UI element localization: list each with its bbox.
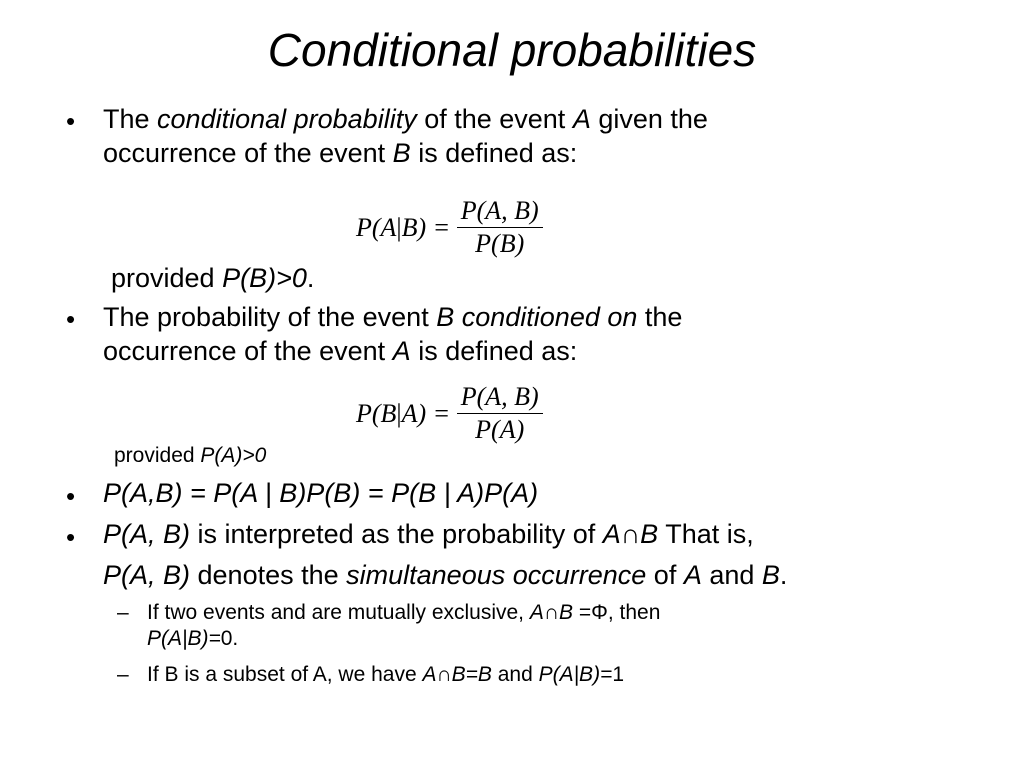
bullet-3: P(A,B) = P(A | B)P(B) = P(B | A)P(A) [103, 478, 539, 508]
proviso-1: provided P(B)>0. [111, 263, 315, 293]
bullet-marker: • [66, 481, 76, 511]
sub-bullet-2: If B is a subset of A, we have A∩B=B and P(A|B)=1 [147, 663, 625, 686]
fraction-bar [457, 413, 543, 414]
bullet-2-line-2: occurrence of the event A is defined as: [103, 336, 578, 366]
bullet-marker: • [66, 522, 76, 552]
fraction: $\frac{P(A, B)}{P(B)}$ [457, 196, 543, 259]
bullet-2-line-1: The probability of the event B conditioned on the [103, 302, 683, 332]
bullet-marker: • [66, 304, 76, 334]
formula-conditional-a-given-b: P(A|B) = $\frac{P(A, B)}{P(B)}$ [356, 196, 543, 259]
bullet-1-line-1: The conditional probability of the event A given the [103, 104, 708, 134]
sub-bullet-marker: – [117, 601, 129, 624]
bullet-4-line-1: P(A, B) is interpreted as the probability of A∩B That is, [103, 519, 754, 549]
sub-bullet-1-line-2: P(A|B)=0. [147, 627, 239, 650]
slide-title: Conditional probabilities [267, 24, 757, 76]
bullet-1-line-2: occurrence of the event B is defined as: [103, 138, 578, 168]
sub-bullet-marker: – [117, 663, 129, 686]
bullet-4-line-2: P(A, B) denotes the simultaneous occurrence of A and B. [103, 560, 788, 590]
proviso-2: provided P(A)>0 [114, 444, 267, 467]
formula-conditional-b-given-a: P(B|A) = $\frac{P(A, B)}{P(A)}$ [356, 382, 543, 445]
sub-bullet-1-line-1: If two events and are mutually exclusive, A∩B =Φ, then [147, 601, 661, 624]
fraction-bar [457, 227, 543, 228]
fraction: $\frac{P(A, B)}{P(A)}$ [457, 382, 543, 445]
bullet-marker: • [66, 106, 76, 136]
